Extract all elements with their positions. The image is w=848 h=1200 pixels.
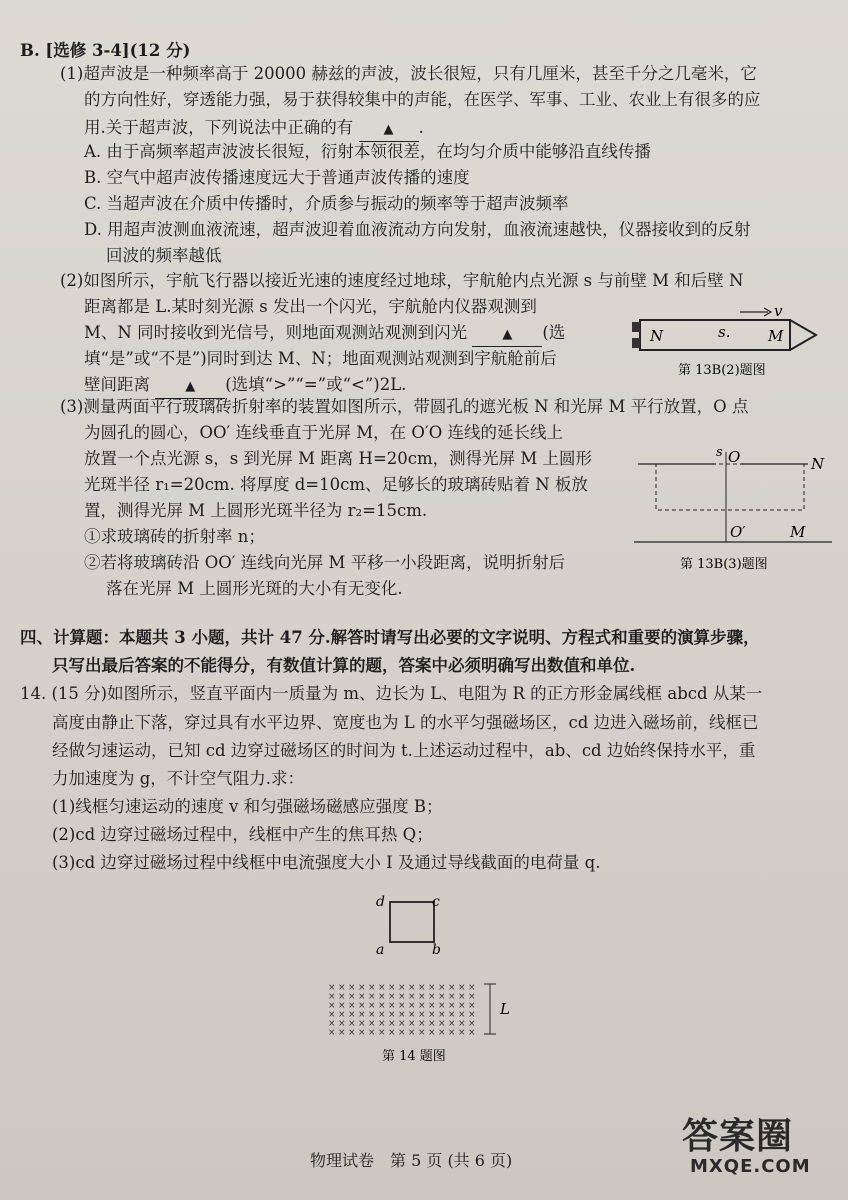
blank-mark: ▲ xyxy=(502,327,513,342)
field-cross-mark: × xyxy=(408,1010,416,1020)
blank-mark: ▲ xyxy=(383,122,394,137)
label-N: N xyxy=(811,455,825,473)
field-cross-mark: × xyxy=(328,1010,336,1020)
label-c: c xyxy=(432,894,440,910)
q3-line-2: 为圆孔的圆心，OO′ 连线垂直于光屏 M，在 O′O 连线的延长线上 xyxy=(84,423,563,442)
field-cross-mark: × xyxy=(388,992,396,1002)
option-d-cont: 回波的频率越低 xyxy=(106,246,222,265)
field-cross-mark: × xyxy=(458,1010,466,1020)
label-M: M xyxy=(790,523,806,541)
field-cross-mark: × xyxy=(428,992,436,1002)
q3-line-4: 光斑半径 r₁=20cm. 将厚度 d=10cm、足够长的玻璃砖贴着 N 板放 xyxy=(84,475,588,494)
blank-mark: ▲ xyxy=(185,379,196,394)
q2-text-c: 壁间距离 xyxy=(84,375,150,394)
field-cross-mark: × xyxy=(468,983,476,993)
watermark-logo xyxy=(676,1108,836,1188)
field-cross-mark: × xyxy=(398,992,406,1002)
field-cross-mark: × xyxy=(388,1019,396,1029)
field-cross-mark: × xyxy=(358,1019,366,1029)
q3-line-1: (3)测量两面平行玻璃砖折射率的装置如图所示，带圆孔的遮光板 N 和光屏 M 平行放置，O 点 xyxy=(60,397,749,416)
field-cross-mark: × xyxy=(418,1001,426,1011)
q2-text-a: M、N 同时接收到光信号，则地面观测站观测到闪光 xyxy=(84,323,468,342)
field-cross-mark: × xyxy=(358,992,366,1002)
field-cross-mark: × xyxy=(378,992,386,1002)
field-cross-mark: × xyxy=(338,1001,346,1011)
field-cross-mark: × xyxy=(438,1010,446,1020)
watermark-url: MXQE.COM xyxy=(690,1156,811,1177)
field-cross-mark: × xyxy=(348,1010,356,1020)
label-v: v xyxy=(774,302,783,320)
option-c: C. 当超声波在介质中传播时，介质参与振动的频率等于超声波频率 xyxy=(84,194,569,213)
field-cross-mark: × xyxy=(418,983,426,993)
q2-text-d: (选填“>”“=”或“<”)2L. xyxy=(225,375,407,394)
field-cross-mark: × xyxy=(348,983,356,993)
field-cross-mark: × xyxy=(368,992,376,1002)
field-cross-mark: × xyxy=(388,1010,396,1020)
field-cross-mark: × xyxy=(378,1028,386,1038)
field-cross-mark: × xyxy=(458,1028,466,1038)
field-cross-mark: × xyxy=(398,1010,406,1020)
label-d: d xyxy=(376,894,385,910)
field-cross-mark: × xyxy=(408,983,416,993)
wire-frame-figure xyxy=(320,888,520,1068)
option-a: A. 由于高频率超声波波长很短，衍射本领很差，在均匀介质中能够沿直线传播 xyxy=(84,142,651,161)
field-cross-mark: × xyxy=(418,1010,426,1020)
field-cross-mark: × xyxy=(348,1028,356,1038)
field-cross-mark: × xyxy=(398,1019,406,1029)
magnetic-field-region xyxy=(328,983,476,1038)
field-cross-mark: × xyxy=(348,992,356,1002)
watermark-title: 答案圈 xyxy=(682,1116,794,1157)
field-cross-mark: × xyxy=(378,1010,386,1020)
field-cross-mark: × xyxy=(368,1010,376,1020)
field-cross-mark: × xyxy=(428,1028,436,1038)
field-cross-mark: × xyxy=(338,1010,346,1020)
field-cross-mark: × xyxy=(368,1019,376,1029)
q14-sub-1: (1)线框匀速运动的速度 v 和匀强磁场磁感应强度 B； xyxy=(52,797,443,816)
glass-brick-figure xyxy=(628,438,838,578)
field-cross-mark: × xyxy=(428,983,436,993)
figure-caption: 第 13B(2)题图 xyxy=(678,363,766,378)
field-cross-mark: × xyxy=(358,1001,366,1011)
label-O: O xyxy=(728,448,741,466)
field-cross-mark: × xyxy=(368,1001,376,1011)
q1-stem-end: 用.关于超声波，下列说法中正确的有 xyxy=(84,118,354,137)
field-cross-mark: × xyxy=(408,992,416,1002)
q14-line-4: 力加速度为 g，不计空气阻力.求： xyxy=(52,769,305,788)
field-cross-mark: × xyxy=(378,1001,386,1011)
field-cross-mark: × xyxy=(428,1010,436,1020)
page-footer: 物理试卷 第 5 页 (共 6 页) xyxy=(310,1151,513,1170)
field-cross-mark: × xyxy=(438,992,446,1002)
field-cross-mark: × xyxy=(458,1001,466,1011)
glass-brick xyxy=(656,464,804,510)
q14-line-2: 高度由静止下落，穿过具有水平边界、宽度也为 L 的水平匀强磁场区，cd 边进入磁场前，线框已 xyxy=(52,713,759,732)
field-cross-mark: × xyxy=(468,1010,476,1020)
field-cross-mark: × xyxy=(448,1019,456,1029)
field-cross-mark: × xyxy=(448,983,456,993)
field-cross-mark: × xyxy=(408,1001,416,1011)
field-cross-mark: × xyxy=(388,1001,396,1011)
section-4-line-2: 只写出最后答案的不能得分，有数值计算的题，答案中必须明确写出数值和单位. xyxy=(52,656,636,675)
field-cross-mark: × xyxy=(458,1019,466,1029)
field-cross-mark: × xyxy=(378,1019,386,1029)
q14-line-3: 经做匀速运动，已知 cd 边穿过磁场区的时间为 t.上述运动过程中，ab、cd 边始终保持水平，重 xyxy=(52,741,756,760)
field-cross-mark: × xyxy=(388,983,396,993)
field-cross-mark: × xyxy=(328,1001,336,1011)
field-cross-mark: × xyxy=(338,983,346,993)
section-b-header: B. [选修 3-4](12 分) xyxy=(20,41,191,60)
field-cross-mark: × xyxy=(368,983,376,993)
label-s: s xyxy=(716,445,723,460)
figure-caption: 第 13B(3)题图 xyxy=(680,557,768,572)
field-cross-mark: × xyxy=(328,1028,336,1038)
field-cross-mark: × xyxy=(438,1028,446,1038)
field-cross-mark: × xyxy=(338,1028,346,1038)
q1-period: . xyxy=(418,118,424,137)
field-cross-mark: × xyxy=(418,992,426,1002)
field-cross-mark: × xyxy=(428,1019,436,1029)
field-cross-mark: × xyxy=(458,983,466,993)
q2-text-b: (选 xyxy=(542,323,566,342)
label-M: M xyxy=(768,327,784,345)
field-cross-mark: × xyxy=(348,1019,356,1029)
option-b: B. 空气中超声波传播速度远大于普通声波传播的速度 xyxy=(84,168,470,187)
field-cross-mark: × xyxy=(338,1019,346,1029)
field-cross-mark: × xyxy=(348,1001,356,1011)
label-N: N xyxy=(650,327,664,345)
field-cross-mark: × xyxy=(338,992,346,1002)
field-cross-mark: × xyxy=(468,992,476,1002)
q3-sub-2-cont: 落在光屏 M 上圆形光斑的大小有无变化. xyxy=(106,579,403,598)
q3-sub-1: ①求玻璃砖的折射率 n； xyxy=(84,527,265,546)
q2-line-2: 距离都是 L.某时刻光源 s 发出一个闪光，宇航舱内仪器观测到 xyxy=(84,297,537,316)
q2-line-4: 填“是”或“不是”)同时到达 M、N；地面观测站观测到宇航舱前后 xyxy=(84,349,557,368)
field-cross-mark: × xyxy=(428,1001,436,1011)
q14-sub-3: (3)cd 边穿过磁场过程中线框中电流强度大小 I 及通过导线截面的电荷量 q. xyxy=(52,853,601,872)
field-cross-mark: × xyxy=(328,1019,336,1029)
field-cross-mark: × xyxy=(408,1028,416,1038)
section-4-line-1: 四、计算题：本题共 3 小题，共计 47 分.解答时请写出必要的文字说明、方程式和重要的演算步骤， xyxy=(20,628,760,647)
field-cross-mark: × xyxy=(398,983,406,993)
field-cross-mark: × xyxy=(458,992,466,1002)
field-cross-mark: × xyxy=(448,1010,456,1020)
field-cross-mark: × xyxy=(388,1028,396,1038)
option-d: D. 用超声波测血液流速，超声波迎着血液流动方向发射，血液流速越快，仪器接收到的反射 xyxy=(84,220,751,239)
label-O-prime: O′ xyxy=(730,523,746,541)
field-cross-mark: × xyxy=(368,1028,376,1038)
field-cross-mark: × xyxy=(468,1019,476,1029)
q2-line-1: (2)如图所示，宇航飞行器以接近光速的速度经过地球，宇航舱内点光源 s 与前壁 M 和后壁 N xyxy=(60,271,744,290)
spacecraft-figure xyxy=(628,290,828,390)
q2-line-3 xyxy=(84,322,565,347)
q3-sub-2: ②若将玻璃砖沿 OO′ 连线向光屏 M 平移一小段距离，说明折射后 xyxy=(84,553,566,572)
answer-blank xyxy=(359,117,419,142)
q1-line-3 xyxy=(84,117,424,142)
field-cross-mark: × xyxy=(448,1028,456,1038)
field-cross-mark: × xyxy=(438,983,446,993)
q3-line-3: 放置一个点光源 s，s 到光屏 M 距离 H=20cm，测得光屏 M 上圆形 xyxy=(84,449,593,468)
field-cross-mark: × xyxy=(398,1001,406,1011)
label-b: b xyxy=(432,942,441,958)
label-s: s. xyxy=(718,323,731,341)
field-cross-mark: × xyxy=(408,1019,416,1029)
square-frame xyxy=(390,902,434,942)
field-cross-mark: × xyxy=(328,983,336,993)
label-L: L xyxy=(500,1000,510,1018)
q14-sub-2: (2)cd 边穿过磁场过程中，线框中产生的焦耳热 Q； xyxy=(52,825,433,844)
spacecraft-nose xyxy=(790,320,816,350)
q1-line-2: 的方向性好，穿透能力强，易于获得较集中的声能，在医学、军事、工业、农业上有很多的应 xyxy=(84,90,761,109)
field-cross-mark: × xyxy=(438,1001,446,1011)
field-cross-mark: × xyxy=(448,1001,456,1011)
field-cross-mark: × xyxy=(468,1001,476,1011)
field-cross-mark: × xyxy=(418,1028,426,1038)
field-cross-mark: × xyxy=(358,1010,366,1020)
field-cross-mark: × xyxy=(468,1028,476,1038)
field-cross-mark: × xyxy=(358,1028,366,1038)
field-cross-mark: × xyxy=(448,992,456,1002)
field-cross-mark: × xyxy=(378,983,386,993)
answer-blank xyxy=(472,322,542,347)
q1-line-1: (1)超声波是一种频率高于 20000 赫兹的声波，波长很短，只有几厘米，甚至千分之几毫米，它 xyxy=(60,64,757,83)
label-a: a xyxy=(376,942,385,958)
figure-caption: 第 14 题图 xyxy=(382,1049,446,1064)
q14-line-1: 14. (15 分)如图所示，竖直平面内一质量为 m、边长为 L、电阻为 R 的正方形金属线框 abcd 从某一 xyxy=(20,684,763,703)
q3-line-5: 置，测得光屏 M 上圆形光斑半径为 r₂=15cm. xyxy=(84,501,428,520)
field-cross-mark: × xyxy=(398,1028,406,1038)
field-cross-mark: × xyxy=(358,983,366,993)
field-cross-mark: × xyxy=(438,1019,446,1029)
field-cross-mark: × xyxy=(328,992,336,1002)
field-cross-mark: × xyxy=(418,1019,426,1029)
